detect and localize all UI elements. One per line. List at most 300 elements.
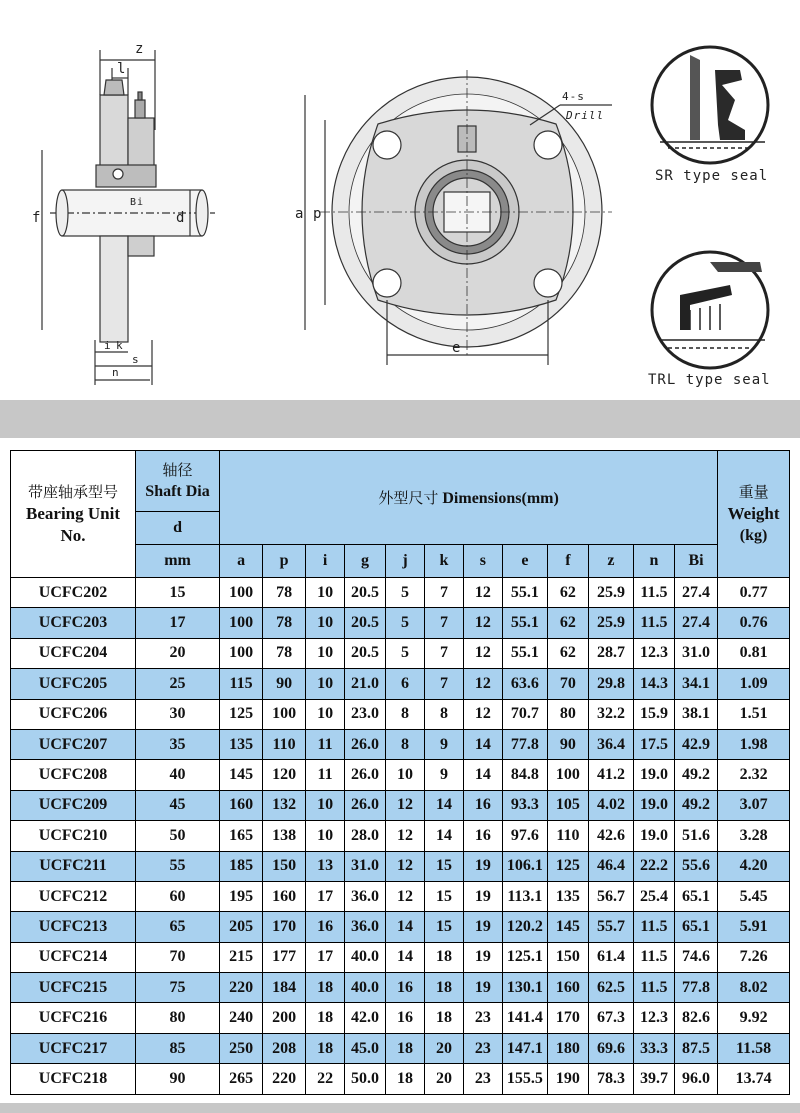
header-col-bi: Bi bbox=[674, 545, 717, 578]
shaft-dia-cell: 30 bbox=[136, 699, 220, 729]
weight-cell: 5.45 bbox=[718, 881, 790, 911]
dimension-cell: 18 bbox=[306, 1003, 345, 1033]
shaft-dia-cell: 50 bbox=[136, 821, 220, 851]
dimension-cell: 16 bbox=[463, 821, 502, 851]
shaft-dia-cell: 45 bbox=[136, 790, 220, 820]
dimension-cell: 100 bbox=[220, 578, 263, 608]
model-cell: UCFC208 bbox=[11, 760, 136, 790]
dimension-cell: 97.6 bbox=[502, 821, 547, 851]
dimension-cell: 23 bbox=[463, 1033, 502, 1063]
dimension-cell: 20.5 bbox=[345, 608, 386, 638]
model-cell: UCFC206 bbox=[11, 699, 136, 729]
dimension-cell: 62 bbox=[547, 608, 588, 638]
label-drill-count: 4-s bbox=[562, 90, 585, 103]
dimension-cell: 200 bbox=[263, 1003, 306, 1033]
separator-band bbox=[0, 400, 800, 438]
dimension-cell: 36.0 bbox=[345, 912, 386, 942]
weight-cell: 8.02 bbox=[718, 973, 790, 1003]
dimension-cell: 15.9 bbox=[633, 699, 674, 729]
table-row bbox=[11, 608, 790, 638]
dimension-cell: 135 bbox=[547, 881, 588, 911]
dimension-cell: 5 bbox=[386, 578, 425, 608]
dimension-cell: 16 bbox=[386, 1003, 425, 1033]
bottom-band bbox=[0, 1103, 800, 1113]
header-shaft bbox=[136, 451, 220, 512]
dimension-cell: 51.6 bbox=[674, 821, 717, 851]
dimension-cell: 145 bbox=[220, 760, 263, 790]
dimension-cell: 16 bbox=[306, 912, 345, 942]
dimension-cell: 45.0 bbox=[345, 1033, 386, 1063]
model-cell: UCFC211 bbox=[11, 851, 136, 881]
header-unit-en1: Bearing Unit bbox=[26, 504, 120, 523]
dimension-cell: 100 bbox=[220, 638, 263, 668]
dimension-cell: 77.8 bbox=[502, 729, 547, 759]
dimension-cell: 16 bbox=[386, 973, 425, 1003]
dimension-cell: 20.5 bbox=[345, 638, 386, 668]
sr-seal-drawing bbox=[652, 47, 768, 163]
dimension-cell: 132 bbox=[263, 790, 306, 820]
dimension-cell: 160 bbox=[547, 973, 588, 1003]
label-z: z bbox=[135, 41, 145, 57]
dimension-cell: 32.2 bbox=[588, 699, 633, 729]
dimension-cell: 170 bbox=[547, 1003, 588, 1033]
dimension-cell: 19.0 bbox=[633, 760, 674, 790]
dimension-cell: 36.0 bbox=[345, 881, 386, 911]
shaft-dia-cell: 35 bbox=[136, 729, 220, 759]
dimension-cell: 150 bbox=[263, 851, 306, 881]
header-unit-en2: No. bbox=[60, 526, 86, 545]
model-cell: UCFC209 bbox=[11, 790, 136, 820]
dimension-cell: 40.0 bbox=[345, 973, 386, 1003]
label-d: d bbox=[176, 210, 186, 226]
weight-cell: 0.81 bbox=[718, 638, 790, 668]
shaft-dia-cell: 75 bbox=[136, 973, 220, 1003]
dimension-cell: 33.3 bbox=[633, 1033, 674, 1063]
dimension-cell: 20 bbox=[424, 1033, 463, 1063]
dimension-cell: 115 bbox=[220, 669, 263, 699]
table-row bbox=[11, 942, 790, 972]
header-shaft-cn: 轴径 bbox=[162, 461, 193, 479]
dimension-cell: 6 bbox=[386, 669, 425, 699]
table-row bbox=[11, 973, 790, 1003]
model-cell: UCFC205 bbox=[11, 669, 136, 699]
dimension-cell: 41.2 bbox=[588, 760, 633, 790]
dimension-cell: 31.0 bbox=[674, 638, 717, 668]
table-row bbox=[11, 1064, 790, 1094]
weight-cell: 5.91 bbox=[718, 912, 790, 942]
shaft-dia-cell: 15 bbox=[136, 578, 220, 608]
dimension-cell: 40.0 bbox=[345, 942, 386, 972]
dimension-cell: 11.5 bbox=[633, 912, 674, 942]
shaft-dia-cell: 55 bbox=[136, 851, 220, 881]
table-row bbox=[11, 821, 790, 851]
model-cell: UCFC215 bbox=[11, 973, 136, 1003]
weight-cell: 4.20 bbox=[718, 851, 790, 881]
table-row bbox=[11, 729, 790, 759]
dimension-cell: 14 bbox=[463, 760, 502, 790]
weight-cell: 9.92 bbox=[718, 1003, 790, 1033]
dimension-cell: 28.7 bbox=[588, 638, 633, 668]
dimension-cell: 100 bbox=[220, 608, 263, 638]
shaft-dia-cell: 80 bbox=[136, 1003, 220, 1033]
dimension-cell: 125 bbox=[547, 851, 588, 881]
weight-cell: 0.77 bbox=[718, 578, 790, 608]
dimension-cell: 18 bbox=[424, 1003, 463, 1033]
dimension-cell: 20.5 bbox=[345, 578, 386, 608]
model-cell: UCFC202 bbox=[11, 578, 136, 608]
dimension-cell: 80 bbox=[547, 699, 588, 729]
dimension-cell: 205 bbox=[220, 912, 263, 942]
dimension-cell: 12 bbox=[386, 821, 425, 851]
dimension-cell: 138 bbox=[263, 821, 306, 851]
dimension-cell: 93.3 bbox=[502, 790, 547, 820]
dimension-cell: 5 bbox=[386, 638, 425, 668]
dimension-cell: 120.2 bbox=[502, 912, 547, 942]
header-weight bbox=[718, 451, 790, 578]
dimension-cell: 184 bbox=[263, 973, 306, 1003]
header-shaft-d: d bbox=[136, 512, 220, 545]
dimension-cell: 15 bbox=[424, 851, 463, 881]
dimension-cell: 74.6 bbox=[674, 942, 717, 972]
dimension-cell: 11.5 bbox=[633, 942, 674, 972]
technical-drawings bbox=[0, 0, 800, 400]
label-f: f bbox=[32, 210, 42, 226]
dimension-cell: 13 bbox=[306, 851, 345, 881]
dimension-cell: 12 bbox=[386, 881, 425, 911]
weight-cell: 3.28 bbox=[718, 821, 790, 851]
dimension-cell: 177 bbox=[263, 942, 306, 972]
dimension-cell: 70 bbox=[547, 669, 588, 699]
dimension-cell: 18 bbox=[306, 1033, 345, 1063]
dimension-cell: 65.1 bbox=[674, 912, 717, 942]
model-cell: UCFC213 bbox=[11, 912, 136, 942]
dimension-cell: 10 bbox=[306, 578, 345, 608]
dimension-cell: 34.1 bbox=[674, 669, 717, 699]
dimension-cell: 28.0 bbox=[345, 821, 386, 851]
shaft-dia-cell: 90 bbox=[136, 1064, 220, 1094]
header-col-j: j bbox=[386, 545, 425, 578]
shaft-dia-cell: 60 bbox=[136, 881, 220, 911]
dimension-cell: 195 bbox=[220, 881, 263, 911]
trl-seal-drawing bbox=[652, 252, 768, 368]
dimension-cell: 11.5 bbox=[633, 578, 674, 608]
dimension-cell: 42.0 bbox=[345, 1003, 386, 1033]
dimension-cell: 14.3 bbox=[633, 669, 674, 699]
dimension-cell: 160 bbox=[263, 881, 306, 911]
dimension-cell: 10 bbox=[306, 608, 345, 638]
shaft-dia-cell: 17 bbox=[136, 608, 220, 638]
header-dimensions bbox=[220, 451, 718, 545]
dimension-cell: 36.4 bbox=[588, 729, 633, 759]
shaft-dia-cell: 85 bbox=[136, 1033, 220, 1063]
dimension-cell: 7 bbox=[424, 578, 463, 608]
dimension-cell: 130.1 bbox=[502, 973, 547, 1003]
dimension-cell: 25.4 bbox=[633, 881, 674, 911]
dimension-cell: 62 bbox=[547, 578, 588, 608]
label-e: e bbox=[452, 340, 462, 356]
dimension-cell: 170 bbox=[263, 912, 306, 942]
dimension-cell: 106.1 bbox=[502, 851, 547, 881]
dimension-cell: 70.7 bbox=[502, 699, 547, 729]
dimension-cell: 20 bbox=[424, 1064, 463, 1094]
dimension-cell: 7 bbox=[424, 608, 463, 638]
dimension-cell: 84.8 bbox=[502, 760, 547, 790]
dimension-cell: 100 bbox=[547, 760, 588, 790]
dimension-cell: 55.1 bbox=[502, 578, 547, 608]
header-col-i: i bbox=[306, 545, 345, 578]
dimension-cell: 62.5 bbox=[588, 973, 633, 1003]
dimension-cell: 90 bbox=[263, 669, 306, 699]
weight-cell: 3.07 bbox=[718, 790, 790, 820]
dimension-cell: 155.5 bbox=[502, 1064, 547, 1094]
header-col-e: e bbox=[502, 545, 547, 578]
label-p: p bbox=[313, 206, 323, 222]
table-row bbox=[11, 1003, 790, 1033]
model-cell: UCFC216 bbox=[11, 1003, 136, 1033]
weight-cell: 13.74 bbox=[718, 1064, 790, 1094]
dimension-cell: 145 bbox=[547, 912, 588, 942]
dimension-cell: 39.7 bbox=[633, 1064, 674, 1094]
dimension-cell: 165 bbox=[220, 821, 263, 851]
dimension-cell: 18 bbox=[386, 1033, 425, 1063]
dimension-cell: 10 bbox=[306, 699, 345, 729]
dimension-cell: 10 bbox=[306, 638, 345, 668]
dimension-cell: 31.0 bbox=[345, 851, 386, 881]
dimension-cell: 77.8 bbox=[674, 973, 717, 1003]
dimension-cell: 113.1 bbox=[502, 881, 547, 911]
dimension-cell: 125.1 bbox=[502, 942, 547, 972]
dimension-cell: 10 bbox=[306, 821, 345, 851]
dimension-cell: 69.6 bbox=[588, 1033, 633, 1063]
dimension-cell: 141.4 bbox=[502, 1003, 547, 1033]
dimension-cell: 26.0 bbox=[345, 760, 386, 790]
shaft-dia-cell: 25 bbox=[136, 669, 220, 699]
header-col-g: g bbox=[345, 545, 386, 578]
model-cell: UCFC204 bbox=[11, 638, 136, 668]
dimension-cell: 15 bbox=[424, 881, 463, 911]
dimension-cell: 21.0 bbox=[345, 669, 386, 699]
dimension-cell: 19.0 bbox=[633, 790, 674, 820]
dimension-cell: 25.9 bbox=[588, 608, 633, 638]
dimension-cell: 125 bbox=[220, 699, 263, 729]
header-col-p: p bbox=[263, 545, 306, 578]
dimension-cell: 7 bbox=[424, 669, 463, 699]
header-col-z: z bbox=[588, 545, 633, 578]
dimension-cell: 49.2 bbox=[674, 760, 717, 790]
model-cell: UCFC218 bbox=[11, 1064, 136, 1094]
table-row bbox=[11, 881, 790, 911]
table-row bbox=[11, 760, 790, 790]
dimension-cell: 56.7 bbox=[588, 881, 633, 911]
dimension-cell: 7 bbox=[424, 638, 463, 668]
dimension-cell: 8 bbox=[386, 729, 425, 759]
dimension-cell: 10 bbox=[386, 760, 425, 790]
label-i: i bbox=[104, 339, 112, 352]
weight-cell: 11.58 bbox=[718, 1033, 790, 1063]
label-n: n bbox=[112, 366, 120, 379]
dimension-cell: 18 bbox=[424, 942, 463, 972]
dimension-cell: 220 bbox=[263, 1064, 306, 1094]
dimension-cell: 250 bbox=[220, 1033, 263, 1063]
dimension-table bbox=[10, 450, 790, 1095]
weight-cell: 0.76 bbox=[718, 608, 790, 638]
dimension-cell: 67.3 bbox=[588, 1003, 633, 1033]
dimension-cell: 12 bbox=[463, 578, 502, 608]
dimension-cell: 55.1 bbox=[502, 638, 547, 668]
dimension-cell: 25.9 bbox=[588, 578, 633, 608]
model-cell: UCFC212 bbox=[11, 881, 136, 911]
model-cell: UCFC214 bbox=[11, 942, 136, 972]
dimension-cell: 190 bbox=[547, 1064, 588, 1094]
table-row bbox=[11, 669, 790, 699]
dimension-cell: 61.4 bbox=[588, 942, 633, 972]
dimension-cell: 14 bbox=[424, 821, 463, 851]
model-cell: UCFC217 bbox=[11, 1033, 136, 1063]
label-s: s bbox=[132, 353, 140, 366]
table-row bbox=[11, 578, 790, 608]
dimension-cell: 14 bbox=[463, 729, 502, 759]
label-bi: Bi bbox=[130, 197, 145, 208]
label-a: a bbox=[295, 206, 305, 222]
header-unit-cn: 带座轴承型号 bbox=[28, 483, 119, 501]
dimension-cell: 42.6 bbox=[588, 821, 633, 851]
dimension-cell: 147.1 bbox=[502, 1033, 547, 1063]
header-col-f: f bbox=[547, 545, 588, 578]
table-row bbox=[11, 790, 790, 820]
dimension-cell: 265 bbox=[220, 1064, 263, 1094]
dimension-cell: 11 bbox=[306, 760, 345, 790]
dimension-cell: 105 bbox=[547, 790, 588, 820]
dimension-cell: 150 bbox=[547, 942, 588, 972]
header-shaft-mm: mm bbox=[136, 545, 220, 578]
dimension-cell: 26.0 bbox=[345, 729, 386, 759]
drawings-svg bbox=[0, 0, 800, 400]
header-dims-en: Dimensions(mm) bbox=[442, 490, 559, 507]
dimension-cell: 14 bbox=[424, 790, 463, 820]
dimension-cell: 29.8 bbox=[588, 669, 633, 699]
weight-cell: 1.09 bbox=[718, 669, 790, 699]
dimension-cell: 63.6 bbox=[502, 669, 547, 699]
dimension-cell: 78 bbox=[263, 578, 306, 608]
sr-seal-caption: SR type seal bbox=[655, 168, 769, 184]
dimension-cell: 55.7 bbox=[588, 912, 633, 942]
dimension-cell: 27.4 bbox=[674, 608, 717, 638]
table-body bbox=[11, 578, 790, 1095]
dimension-cell: 19 bbox=[463, 912, 502, 942]
dimension-cell: 96.0 bbox=[674, 1064, 717, 1094]
header-dims-cn: 外型尺寸 bbox=[378, 489, 439, 507]
dimension-cell: 17 bbox=[306, 942, 345, 972]
dimension-cell: 215 bbox=[220, 942, 263, 972]
dimension-cell: 180 bbox=[547, 1033, 588, 1063]
table-row bbox=[11, 1033, 790, 1063]
dimension-cell: 78 bbox=[263, 608, 306, 638]
dimension-cell: 120 bbox=[263, 760, 306, 790]
dimension-cell: 16 bbox=[463, 790, 502, 820]
dimension-cell: 78.3 bbox=[588, 1064, 633, 1094]
dimension-cell: 208 bbox=[263, 1033, 306, 1063]
dimension-cell: 14 bbox=[386, 912, 425, 942]
dimension-cell: 12 bbox=[463, 699, 502, 729]
dimension-cell: 8 bbox=[424, 699, 463, 729]
dimension-cell: 17 bbox=[306, 881, 345, 911]
table-row bbox=[11, 638, 790, 668]
dimension-cell: 19 bbox=[463, 942, 502, 972]
dimension-cell: 12 bbox=[463, 608, 502, 638]
dimension-cell: 110 bbox=[547, 821, 588, 851]
model-cell: UCFC210 bbox=[11, 821, 136, 851]
dimension-cell: 55.6 bbox=[674, 851, 717, 881]
table-row bbox=[11, 912, 790, 942]
dimension-cell: 19 bbox=[463, 973, 502, 1003]
dimension-cell: 22.2 bbox=[633, 851, 674, 881]
dimension-cell: 42.9 bbox=[674, 729, 717, 759]
weight-cell: 1.98 bbox=[718, 729, 790, 759]
dimension-cell: 49.2 bbox=[674, 790, 717, 820]
dimension-cell: 220 bbox=[220, 973, 263, 1003]
header-col-n: n bbox=[633, 545, 674, 578]
dimension-cell: 185 bbox=[220, 851, 263, 881]
dimension-cell: 78 bbox=[263, 638, 306, 668]
dimension-cell: 23 bbox=[463, 1003, 502, 1033]
header-weight-cn: 重量 bbox=[738, 483, 769, 501]
dimension-cell: 38.1 bbox=[674, 699, 717, 729]
shaft-dia-cell: 65 bbox=[136, 912, 220, 942]
header-col-s: s bbox=[463, 545, 502, 578]
dimension-cell: 23 bbox=[463, 1064, 502, 1094]
dimension-cell: 26.0 bbox=[345, 790, 386, 820]
table-row bbox=[11, 851, 790, 881]
dimension-cell: 4.02 bbox=[588, 790, 633, 820]
header-weight-unit: (kg) bbox=[739, 527, 768, 544]
header-weight-en: Weight bbox=[727, 504, 780, 523]
dimension-cell: 9 bbox=[424, 760, 463, 790]
table-header bbox=[11, 451, 790, 578]
dimension-cell: 9 bbox=[424, 729, 463, 759]
model-cell: UCFC207 bbox=[11, 729, 136, 759]
model-cell: UCFC203 bbox=[11, 608, 136, 638]
dimension-cell: 62 bbox=[547, 638, 588, 668]
dimension-cell: 14 bbox=[386, 942, 425, 972]
dimension-cell: 19.0 bbox=[633, 821, 674, 851]
dimension-cell: 8 bbox=[386, 699, 425, 729]
shaft-dia-cell: 20 bbox=[136, 638, 220, 668]
dimension-cell: 12 bbox=[463, 669, 502, 699]
weight-cell: 2.32 bbox=[718, 760, 790, 790]
dimension-cell: 46.4 bbox=[588, 851, 633, 881]
dimension-cell: 55.1 bbox=[502, 608, 547, 638]
table-section bbox=[0, 438, 800, 1103]
side-view-drawing bbox=[42, 50, 215, 385]
dimension-cell: 240 bbox=[220, 1003, 263, 1033]
dimension-cell: 12 bbox=[463, 638, 502, 668]
dimension-cell: 50.0 bbox=[345, 1064, 386, 1094]
weight-cell: 7.26 bbox=[718, 942, 790, 972]
dimension-cell: 19 bbox=[463, 851, 502, 881]
header-col-a: a bbox=[220, 545, 263, 578]
dimension-cell: 11.5 bbox=[633, 973, 674, 1003]
table-row bbox=[11, 699, 790, 729]
dimension-cell: 11 bbox=[306, 729, 345, 759]
dimension-cell: 12 bbox=[386, 790, 425, 820]
dimension-cell: 87.5 bbox=[674, 1033, 717, 1063]
shaft-dia-cell: 70 bbox=[136, 942, 220, 972]
label-drill: Drill bbox=[566, 109, 605, 122]
weight-cell: 1.51 bbox=[718, 699, 790, 729]
dimension-cell: 27.4 bbox=[674, 578, 717, 608]
dimension-cell: 22 bbox=[306, 1064, 345, 1094]
dimension-cell: 12.3 bbox=[633, 1003, 674, 1033]
